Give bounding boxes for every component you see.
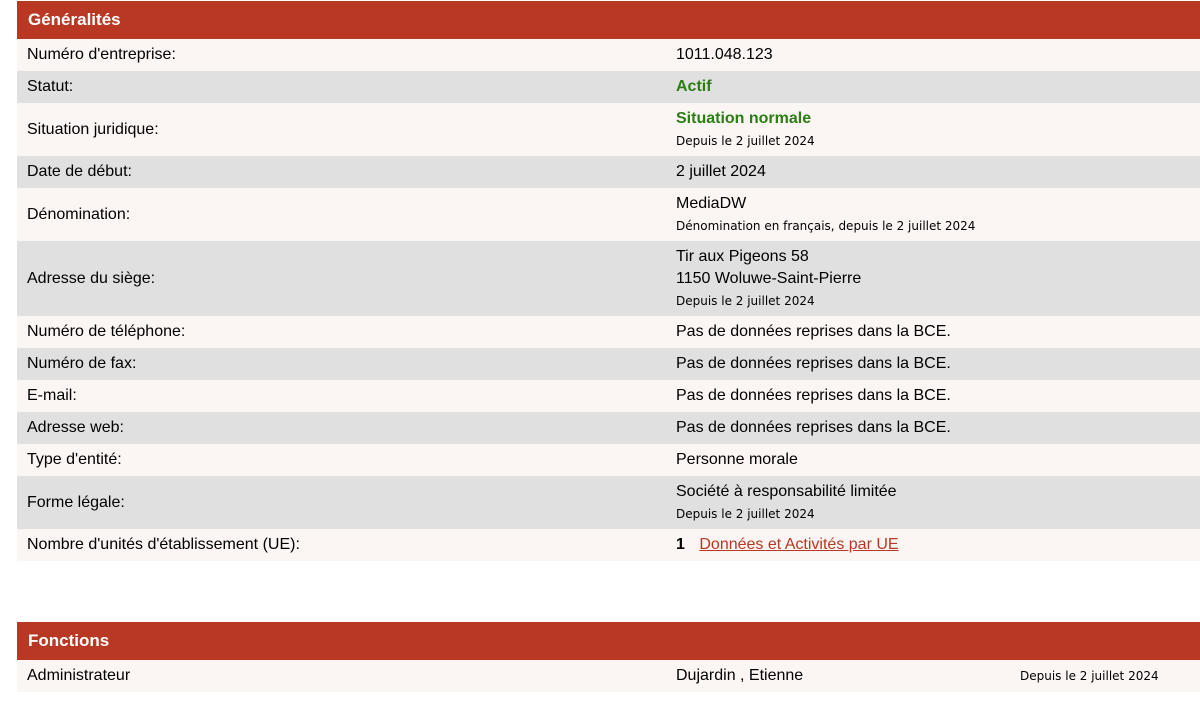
label-denomination: Dénomination: bbox=[27, 205, 131, 223]
generalites-header: Généralités bbox=[17, 1, 1200, 39]
row-denomination bbox=[17, 188, 1200, 241]
row-unites-etablissement bbox=[17, 529, 1200, 561]
situation-since: Depuis le 2 juillet 2024 bbox=[676, 134, 815, 148]
row-administrateur bbox=[17, 660, 1200, 692]
generalites-section bbox=[17, 1, 1200, 561]
label-forme-legale: Forme légale: bbox=[27, 493, 125, 511]
value-type-entite: Personne morale bbox=[676, 451, 798, 468]
fonction-since: Depuis le 2 juillet 2024 bbox=[1020, 669, 1159, 683]
value-denomination bbox=[676, 193, 1200, 236]
fonctions-header: Fonctions bbox=[17, 622, 1200, 660]
label-telephone: Numéro de téléphone: bbox=[27, 323, 186, 340]
value-date-debut: 2 juillet 2024 bbox=[676, 163, 766, 180]
value-telephone: Pas de données reprises dans la BCE. bbox=[676, 323, 951, 340]
value-fax: Pas de données reprises dans la BCE. bbox=[676, 355, 951, 372]
value-adresse-siege bbox=[676, 246, 1200, 311]
denomination-since: Dénomination en français, depuis le 2 juillet 2024 bbox=[676, 219, 976, 233]
row-date-debut bbox=[17, 156, 1200, 188]
label-date-debut: Date de début: bbox=[27, 163, 132, 180]
value-situation-juridique bbox=[676, 108, 1200, 151]
value-email: Pas de données reprises dans la BCE. bbox=[676, 387, 951, 404]
fonction-name: Dujardin , Etienne bbox=[676, 667, 804, 684]
row-email bbox=[17, 380, 1200, 412]
row-telephone bbox=[17, 316, 1200, 348]
ue-link[interactable]: Données et Activités par UE bbox=[699, 536, 899, 553]
adresse-line1: Tir aux Pigeons 58 bbox=[676, 248, 809, 265]
label-statut: Statut: bbox=[27, 78, 74, 95]
value-adresse-web: Pas de données reprises dans la BCE. bbox=[676, 419, 951, 436]
situation-value: Situation normale bbox=[676, 110, 812, 127]
label-email: E-mail: bbox=[27, 387, 77, 404]
denomination-value: MediaDW bbox=[676, 195, 747, 212]
adresse-line2: 1150 Woluwe-Saint-Pierre bbox=[676, 270, 862, 287]
value-forme-legale bbox=[676, 481, 1200, 524]
row-numero-entreprise bbox=[17, 39, 1200, 71]
ue-count: 1 bbox=[676, 536, 685, 553]
row-type-entite bbox=[17, 444, 1200, 476]
value-numero-entreprise: 1011.048.123 bbox=[676, 46, 773, 63]
forme-since: Depuis le 2 juillet 2024 bbox=[676, 507, 815, 521]
label-numero-entreprise: Numéro d'entreprise: bbox=[27, 46, 176, 63]
fonction-role: Administrateur bbox=[27, 667, 131, 684]
forme-value: Société à responsabilité limitée bbox=[676, 483, 897, 500]
value-unites-etablissement bbox=[676, 536, 1200, 554]
label-fax: Numéro de fax: bbox=[27, 355, 137, 372]
row-forme-legale bbox=[17, 476, 1200, 529]
row-adresse-siege bbox=[17, 241, 1200, 316]
label-unites-etablissement: Nombre d'unités d'établissement (UE): bbox=[27, 536, 300, 553]
adresse-since: Depuis le 2 juillet 2024 bbox=[676, 294, 815, 308]
label-type-entite: Type d'entité: bbox=[27, 451, 122, 468]
label-adresse-web: Adresse web: bbox=[27, 419, 124, 436]
fonctions-section bbox=[17, 622, 1200, 692]
row-statut bbox=[17, 71, 1200, 103]
value-statut: Actif bbox=[676, 78, 712, 95]
label-situation-juridique: Situation juridique: bbox=[27, 120, 159, 138]
row-situation-juridique bbox=[17, 103, 1200, 156]
row-adresse-web bbox=[17, 412, 1200, 444]
row-fax bbox=[17, 348, 1200, 380]
label-adresse-siege: Adresse du siège: bbox=[27, 269, 156, 287]
